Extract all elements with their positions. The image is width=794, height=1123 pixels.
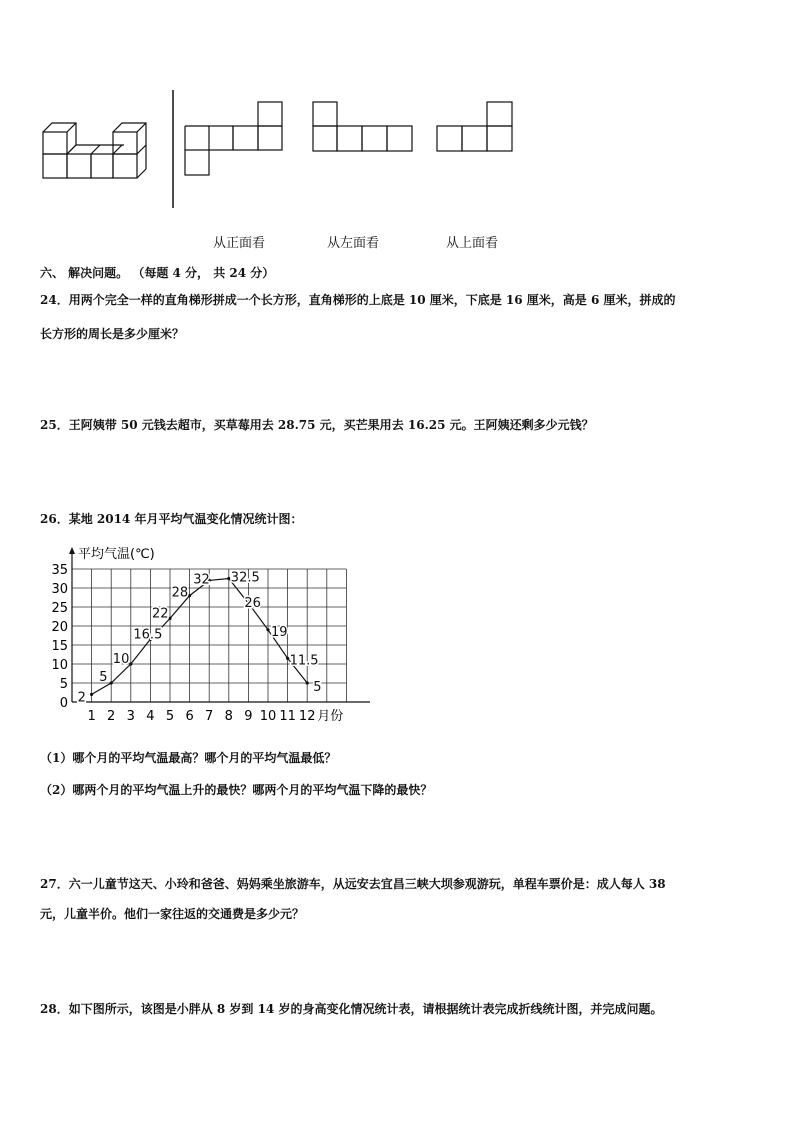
question-26-sub2: （2）哪两个月的平均气温上升的最快？哪两个月的平均气温下降的最快？ xyxy=(40,783,433,797)
question-24-line1: 24．用两个完全一样的直角梯形拼成一个长方形，直角梯形的上底是 10 厘米，下底是 16 厘米，高是 6 厘米，拼成的 xyxy=(40,293,676,307)
question-28-line1: 28．如下图所示，该图是小胖从 8 岁到 14 岁的身高变化情况统计表，请根据统计表完成折线统计图，并完成问题。 xyxy=(40,1002,663,1016)
data-label: 28 xyxy=(171,585,189,601)
data-point xyxy=(110,681,113,684)
cube-solid xyxy=(43,123,146,178)
data-label: 10 xyxy=(112,652,130,667)
question-27-line1: 27．六一儿童节这天、小玲和爸爸、妈妈乘坐旅游车，从远安去宜昌三峡大坝参观游玩，单程车票价是：成人每人 38 xyxy=(40,877,666,891)
data-point xyxy=(90,693,93,696)
y-tick-label: 0 xyxy=(59,696,68,711)
x-tick-label: 8 xyxy=(224,709,233,724)
top-view-grid xyxy=(437,102,512,151)
data-label: 22 xyxy=(152,606,169,622)
x-axis-title: 月份 xyxy=(317,709,344,724)
data-point xyxy=(188,594,191,597)
y-tick-label: 15 xyxy=(51,639,68,654)
question-27-line2: 元，儿童半价。他们一家往返的交通费是多少元？ xyxy=(40,907,305,921)
data-point xyxy=(266,628,269,631)
data-label: 16.5 xyxy=(133,627,163,643)
data-label: 32.5 xyxy=(230,570,260,586)
x-tick-label: 6 xyxy=(185,709,194,724)
y-axis-title: 平均气温(℃) xyxy=(78,547,155,562)
left-view-label: 从左面看 xyxy=(327,236,380,251)
x-tick-label: 9 xyxy=(244,709,253,724)
y-tick-label: 10 xyxy=(51,658,68,673)
data-point xyxy=(129,662,132,665)
data-label: 19 xyxy=(271,624,288,640)
data-label: 32 xyxy=(193,572,210,588)
y-tick-label: 30 xyxy=(51,582,68,597)
x-tick-label: 4 xyxy=(146,709,155,724)
x-tick-label: 1 xyxy=(87,709,96,724)
x-tick-label: 5 xyxy=(165,709,175,724)
front-view-label: 从正面看 xyxy=(213,236,266,251)
y-tick-label: 25 xyxy=(51,601,68,616)
cube-views-figure xyxy=(0,0,794,215)
x-tick-label: 2 xyxy=(107,709,116,724)
x-tick-label: 11 xyxy=(279,709,296,724)
data-point xyxy=(306,681,309,684)
data-label: 11.5 xyxy=(289,653,319,669)
section-title: 六、 解决问题。 （每题 4 分， 共 24 分） xyxy=(40,266,275,280)
y-tick-label: 20 xyxy=(51,620,68,635)
y-tick-label: 35 xyxy=(51,563,68,578)
temperature-line-chart xyxy=(40,540,370,730)
question-25-line1: 25．王阿姨带 50 元钱去超市，买草莓用去 28.75 元，买芒果用去 16.25 元。王阿姨还剩多少元钱？ xyxy=(40,418,594,432)
question-26-line1: 26．某地 2014 年月平均气温变化情况统计图： xyxy=(40,512,303,526)
y-tick-label: 5 xyxy=(59,677,68,692)
top-view-label: 从上面看 xyxy=(446,236,499,251)
question-26-sub1: （1）哪个月的平均气温最高？哪个月的平均气温最低？ xyxy=(40,751,337,765)
left-view-grid xyxy=(313,102,412,151)
x-tick-label: 12 xyxy=(298,709,316,724)
question-24-line2: 长方形的周长是多少厘米？ xyxy=(40,327,185,341)
y-axis-arrow xyxy=(69,547,75,554)
data-label: 5 xyxy=(99,670,108,685)
data-label: 5 xyxy=(313,680,322,695)
x-tick-label: 10 xyxy=(259,709,277,724)
data-point xyxy=(168,617,171,620)
front-view-grid xyxy=(185,102,282,175)
data-label: 26 xyxy=(244,596,261,612)
x-tick-label: 3 xyxy=(126,709,135,724)
x-tick-label: 7 xyxy=(205,709,214,724)
data-label: 2 xyxy=(77,690,86,706)
